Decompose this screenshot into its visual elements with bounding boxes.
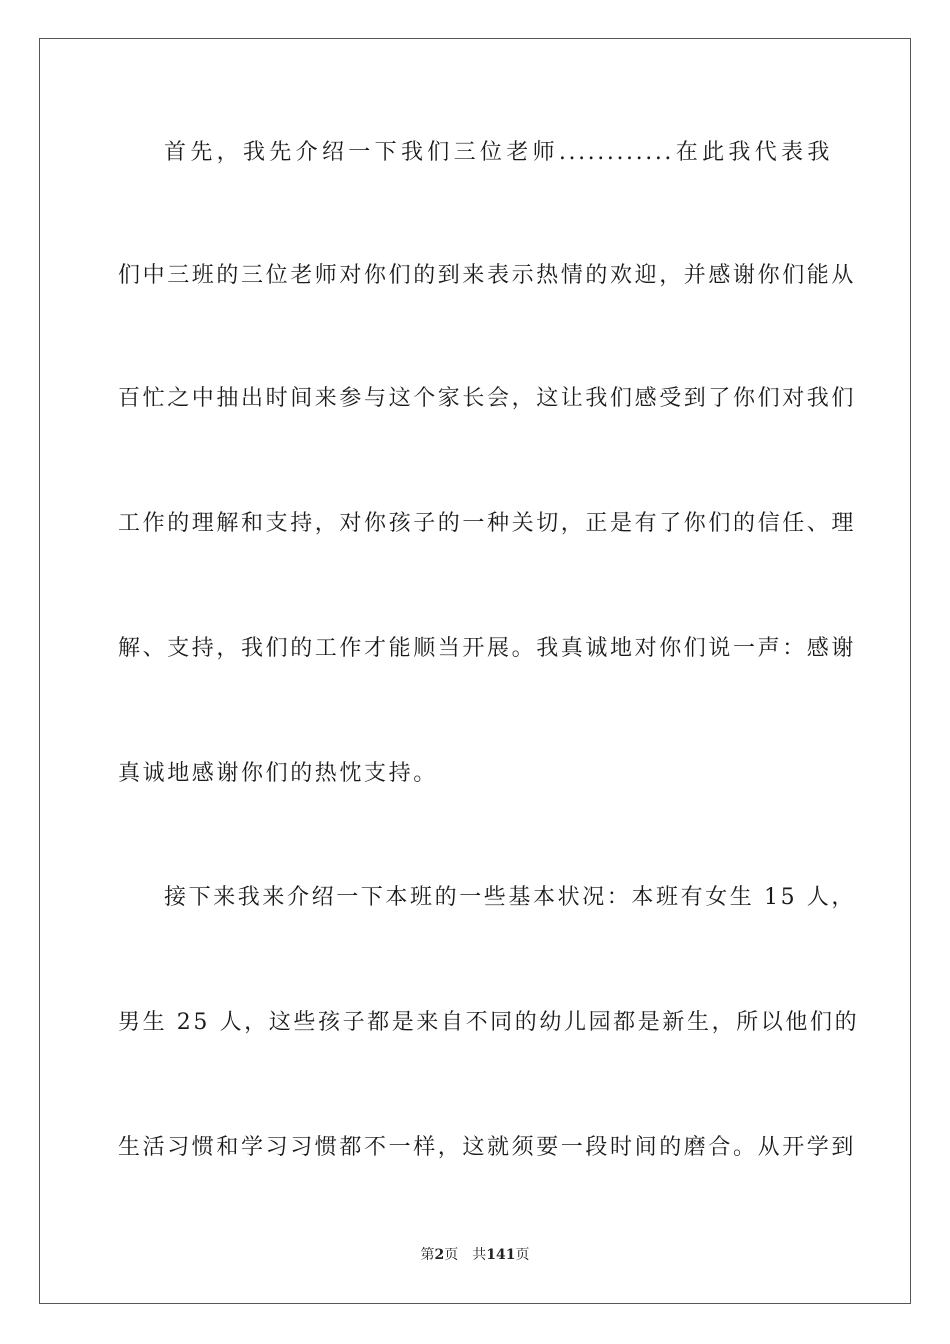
page-border bbox=[39, 38, 911, 1304]
footer-total-suffix: 页 bbox=[515, 1247, 530, 1263]
footer-page-suffix: 页 bbox=[444, 1247, 459, 1263]
paragraph-2-line-3: 生活习惯和学习习惯都不一样，这就须要一段时间的磨合。从开学到 bbox=[118, 1135, 857, 1160]
paragraph-1-line-3: 百忙之中抽出时间来参与这个家长会，这让我们感受到了你们对我们 bbox=[118, 386, 857, 411]
footer-total-pages: 141 bbox=[486, 1247, 516, 1263]
footer-page-prefix: 第 bbox=[420, 1247, 435, 1263]
paragraph-1-line-5: 解、支持，我们的工作才能顺当开展。我真诚地对你们说一声：感谢 bbox=[118, 636, 857, 661]
paragraph-2-line-2: 男生 25 人，这些孩子都是来自不同的幼儿园都是新生，所以他们的 bbox=[118, 1010, 860, 1035]
paragraph-1-line-1: 首先，我先介绍一下我们三位老师............在此我代表我 bbox=[164, 140, 832, 165]
paragraph-1-line-4: 工作的理解和支持，对你孩子的一种关切，正是有了你们的信任、理 bbox=[118, 511, 857, 536]
footer-total-prefix: 共 bbox=[472, 1247, 487, 1263]
page-footer bbox=[0, 1246, 950, 1264]
paragraph-1-line-6: 真诚地感谢你们的热忱支持。 bbox=[118, 761, 438, 786]
paragraph-1-line-2: 们中三班的三位老师对你们的到来表示热情的欢迎，并感谢你们能从 bbox=[118, 263, 857, 288]
footer-page-number: 2 bbox=[434, 1247, 445, 1263]
paragraph-2-line-1: 接下来我来介绍一下本班的一些基本状况：本班有女生 15 人， bbox=[164, 885, 856, 910]
